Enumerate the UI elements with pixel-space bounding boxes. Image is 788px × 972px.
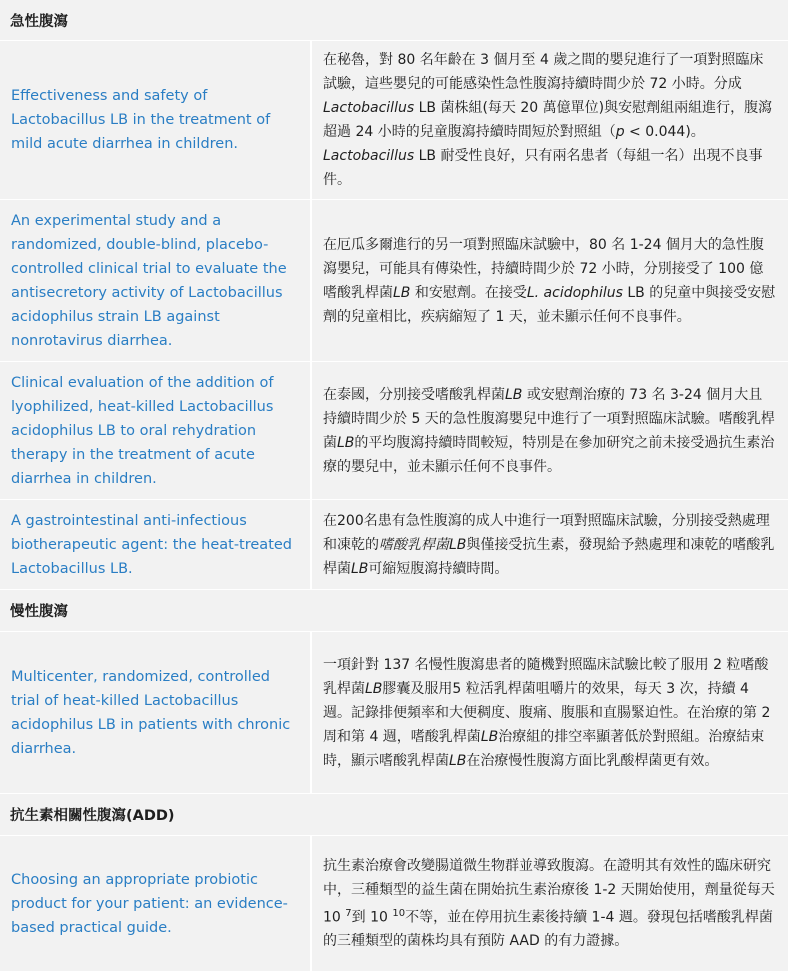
- text-segment: 在厄瓜多爾進行的另一項對照臨床試驗中，80 名 1-24 個月大的急性腹瀉嬰兒，可能具有傳染性，持續時間少於 72 小時，分別接受了 100 億嗜酸乳桿菌: [323, 236, 764, 301]
- text-segment: LB 耐受性良好，只有兩名患者（每組一名）出現不良事件。: [323, 148, 763, 188]
- text-segment: 嗜酸乳桿菌LB: [379, 536, 467, 553]
- summary-cell: [312, 500, 788, 589]
- reference-link[interactable]: An experimental study and a randomized, double-blind, placebo-controlled clinical trial to evaluate the antisecretory activity of Lactobacillus acidophilus strain LB against nonrotavirus diarrhea.: [11, 212, 287, 349]
- reference-cell: [0, 500, 312, 589]
- reference-link[interactable]: Choosing an appropriate probiotic product for your patient: an evidence-based practical guide.: [11, 871, 288, 936]
- text-segment: L. acidophilus: [526, 284, 623, 301]
- text-segment: 一項針對 137 名慢性腹瀉患者的隨機對照臨床試驗比較了服用 2 粒嗜酸乳桿菌: [323, 656, 769, 697]
- table-row: [0, 200, 788, 362]
- reference-link[interactable]: Effectiveness and safety of Lactobacillus LB in the treatment of mild acute diarrhea in children.: [11, 88, 271, 152]
- text-segment: LB: [365, 680, 383, 697]
- section-header-acute: [0, 0, 788, 41]
- text-segment: LB: [449, 752, 467, 769]
- section-title: 急性腹瀉: [10, 13, 68, 30]
- text-segment: Lactobacillus: [323, 100, 415, 116]
- table-row: [0, 500, 788, 590]
- table-row: [0, 632, 788, 794]
- text-segment: Lactobacillus: [323, 148, 415, 164]
- summary-text: [323, 509, 776, 581]
- summary-cell: [312, 200, 788, 361]
- text-segment: 抗生素治療會改變腸道微生物群並導致腹瀉。在證明其有效性的臨床研究中，三種類型的益生菌在開始抗生素治療後 1-2 天開始使用，劑量從每天10: [323, 857, 775, 926]
- text-segment: 到 10: [351, 909, 393, 926]
- text-segment: LB: [393, 284, 411, 301]
- text-segment: 和安慰劑。在接受: [410, 284, 527, 301]
- summary-text: [323, 653, 776, 773]
- reference-cell: [0, 836, 312, 971]
- reference-link[interactable]: A gastrointestinal anti-infectious biotherapeutic agent: the heat-treated Lactobacillus LB.: [11, 512, 293, 577]
- reference-link[interactable]: Multicenter, randomized, controlled trial of heat-killed Lactobacillus acidophilus LB in patients with chronic diarrhea.: [11, 668, 291, 757]
- text-segment: 膠囊及服用5 粒活乳桿菌咀嚼片的效果，每天 3 次，持續 4 週。記錄排便頻率和大便稠度、腹痛、腹脹和直腸緊迫性。在治療的第 2 周和第 4 週，嗜酸乳桿菌: [323, 680, 771, 745]
- text-segment: 治療組的排空率顯著低於對照組。治療結束時，顯示嗜酸乳桿菌: [323, 728, 765, 769]
- summary-text: [323, 233, 776, 329]
- summary-text: [323, 854, 776, 954]
- text-segment: 在泰國，分別接受嗜酸乳桿菌: [323, 386, 505, 403]
- text-segment: 在200名患有急性腹瀉的成人中進行一項對照臨床試驗，分別接受熱處理和凍乾的: [323, 512, 770, 553]
- text-segment: LB: [337, 434, 355, 451]
- reference-cell: [0, 632, 312, 793]
- table-row: [0, 836, 788, 972]
- text-segment: LB 的兒童中與接受安慰劑的兒童相比，疾病縮短了 1 天，並未顯示任何不良事件。: [323, 284, 776, 325]
- summary-cell: [312, 362, 788, 499]
- text-segment: 10: [392, 907, 406, 919]
- text-segment: p: [615, 124, 625, 140]
- text-segment: 7: [345, 907, 352, 919]
- text-segment: 在秘魯，對 80 名年齡在 3 個月至 4 歲之間的嬰兒進行了一項對照臨床試驗，這些嬰兒的可能感染性急性腹瀉持續時間少於 72 小時。分成: [323, 52, 764, 92]
- summary-cell: [312, 41, 788, 199]
- text-segment: < 0.044)。: [624, 124, 705, 140]
- section-header-chronic: [0, 590, 788, 632]
- summary-text: [323, 48, 776, 192]
- text-segment: 的平均腹瀉持續時間較短，特別是在參加研究之前未接受過抗生素治療的嬰兒中，並未顯示任何不良事件。: [323, 434, 775, 475]
- text-segment: LB: [480, 728, 499, 745]
- text-segment: 在治療慢性腹瀉方面比乳酸桿菌更有效。: [466, 752, 719, 769]
- summary-cell: [312, 632, 788, 793]
- table-row: [0, 362, 788, 500]
- reference-link[interactable]: Clinical evaluation of the addition of lyophilized, heat-killed Lactobacillus acidophilus LB to oral rehydration therapy in the treatment of acute diarrhea in children.: [11, 374, 274, 487]
- text-segment: 或安慰劑治療的 73 名 3-24 個月大且持續時間少於 5 天的急性腹瀉嬰兒中進行了一項對照臨床試驗。嗜酸乳桿菌: [323, 386, 775, 451]
- reference-cell: [0, 362, 312, 499]
- section-title: 抗生素相關性腹瀉(ADD): [10, 808, 175, 824]
- text-segment: LB: [505, 386, 523, 403]
- reference-cell: [0, 41, 312, 199]
- text-segment: 不等，並在停用抗生素後持續 1-4 週。發現包括嗜酸乳桿菌的三種類型的菌株均具有預防 AAD 的有力證據。: [323, 909, 773, 950]
- section-header-add: [0, 794, 788, 836]
- text-segment: 可縮短腹瀉持續時間。: [368, 560, 509, 577]
- reference-cell: [0, 200, 312, 361]
- text-segment: 與僅接受抗生素，發現給予熱處理和凍乾的嗜酸乳桿菌: [323, 536, 775, 577]
- section-title: 慢性腹瀉: [10, 604, 68, 620]
- text-segment: LB 菌株組(每天 20 萬億單位)與安慰劑組兩組進行，腹瀉超過 24 小時的兒童腹瀉持續時間短於對照組（: [323, 100, 773, 140]
- text-segment: LB: [351, 560, 369, 577]
- table-row: [0, 41, 788, 200]
- summary-cell: [312, 836, 788, 971]
- summary-text: [323, 383, 776, 479]
